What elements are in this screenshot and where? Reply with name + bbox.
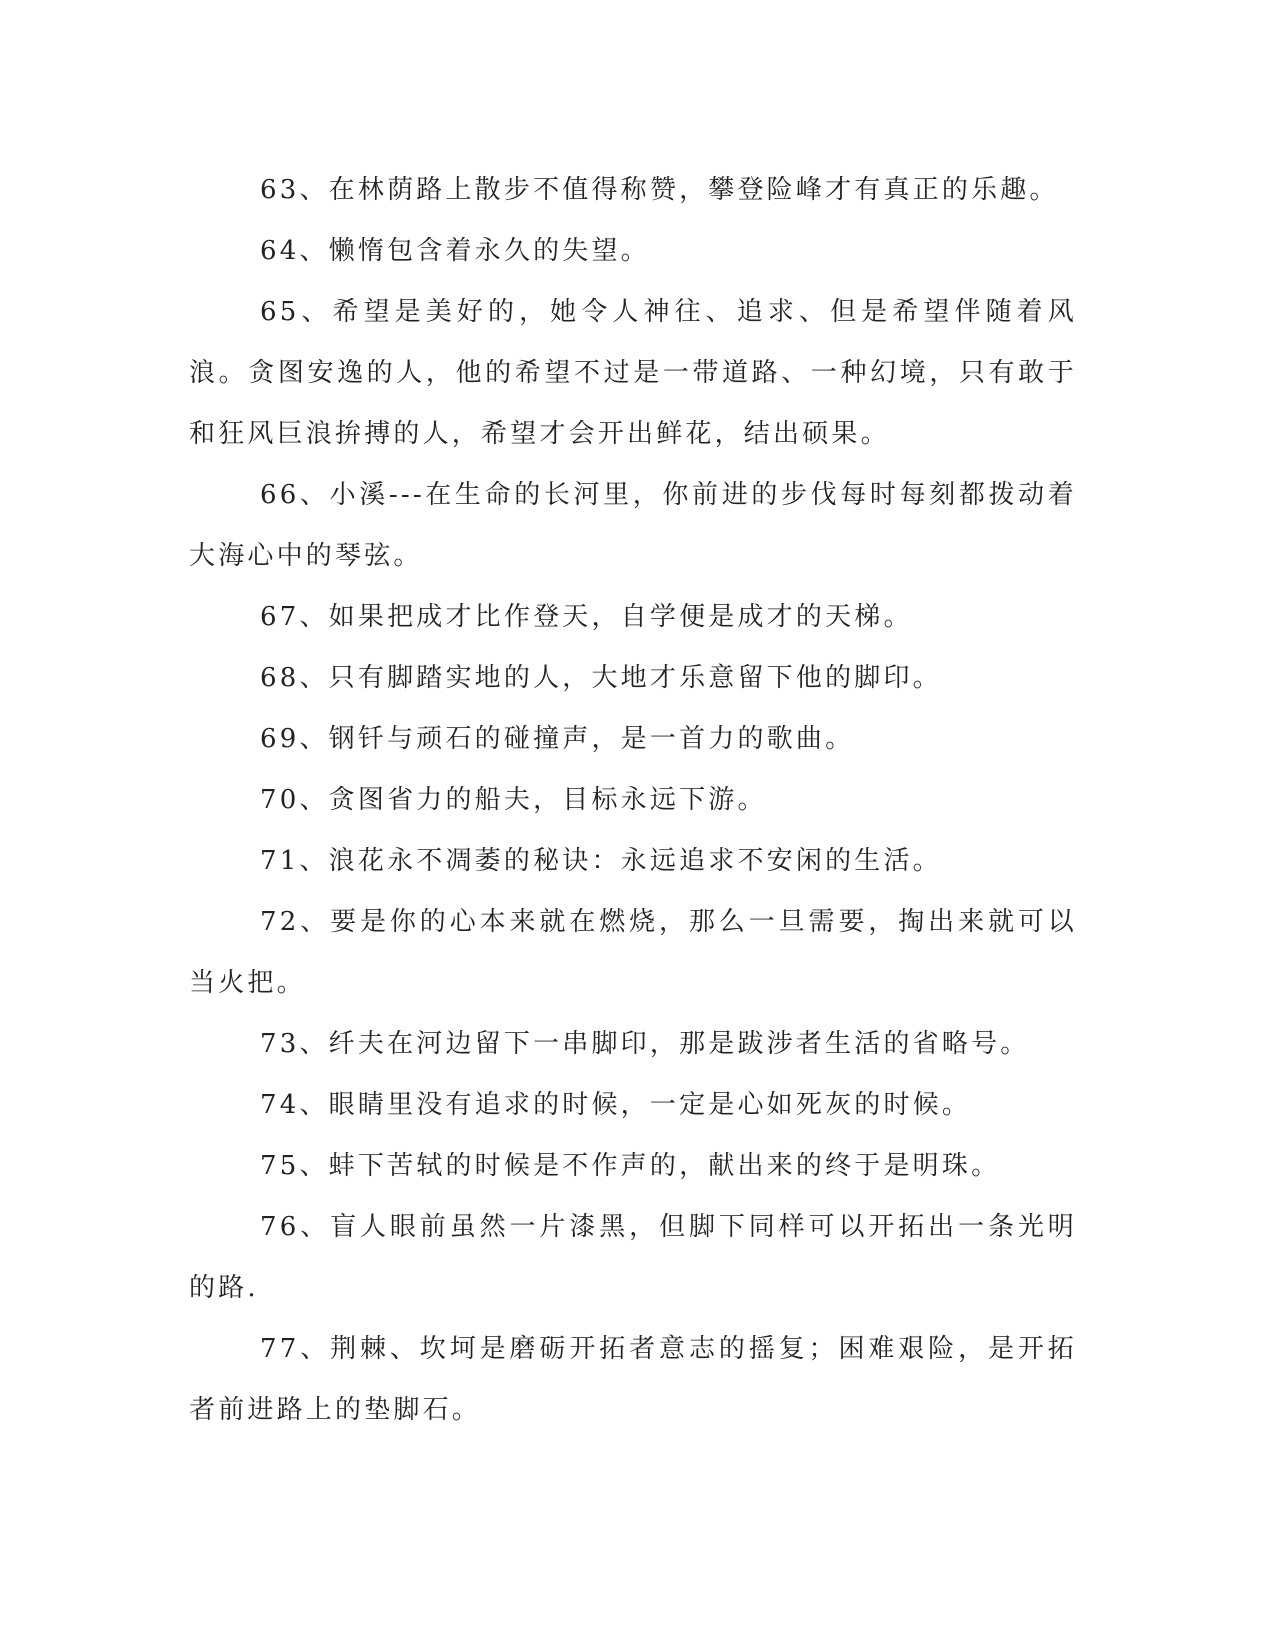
paragraph-71: 71、浪花永不凋萎的秘诀：永远追求不安闲的生活。 [260,846,942,876]
paragraph-69: 69、钢钎与顽石的碰撞声，是一首力的歌曲。 [260,724,855,754]
paragraph-72: 72、要是你的心本来就在燃烧，那么一旦需要，掏出来就可以当火把。 [189,907,1077,998]
paragraph-76: 76、盲人眼前虽然一片漆黑，但脚下同样可以开拓出一条光明的路. [189,1212,1077,1303]
paragraph-65: 65、希望是美好的，她令人神往、追求、但是希望伴随着风浪。贪图安逸的人，他的希望不过是一带道路、一种幻境，只有敢于和狂风巨浪拚搏的人，希望才会开出鲜花，结出硕果。 [189,297,1077,449]
document-body [189,160,1077,1441]
paragraph-66: 66、小溪---在生命的长河里，你前进的步伐每时每刻都拨动着大海心中的琴弦。 [189,480,1077,571]
paragraph-70: 70、贪图省力的船夫，目标永远下游。 [260,785,767,815]
paragraph-77: 77、荆棘、坎坷是磨砺开拓者意志的摇复；困难艰险，是开拓者前进路上的垫脚石。 [189,1334,1077,1425]
paragraph-75: 75、蚌下苦轼的时候是不作声的，献出来的终于是明珠。 [260,1151,1001,1181]
paragraph-68: 68、只有脚踏实地的人，大地才乐意留下他的脚印。 [260,663,942,693]
paragraph-64: 64、懒惰包含着永久的失望。 [260,236,650,266]
paragraph-73: 73、纤夫在河边留下一串脚印，那是跋涉者生活的省略号。 [260,1029,1030,1059]
paragraph-67: 67、如果把成才比作登天，自学便是成才的天梯。 [260,602,913,632]
paragraph-63: 63、在林荫路上散步不值得称赞，攀登险峰才有真正的乐趣。 [260,175,1059,205]
paragraph-74: 74、眼睛里没有追求的时候，一定是心如死灰的时候。 [260,1090,972,1120]
